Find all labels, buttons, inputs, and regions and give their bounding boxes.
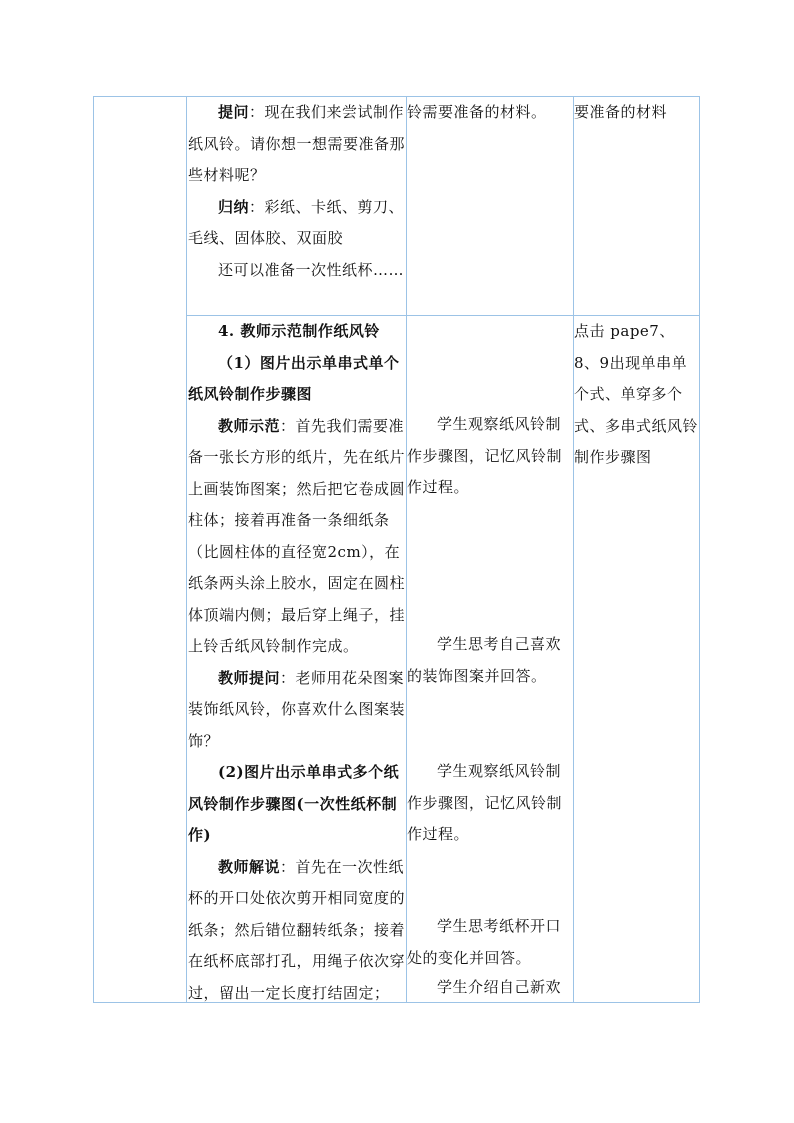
summary-text: ：彩纸、卡纸、剪刀、毛线、固体胶、双面胶 bbox=[188, 197, 405, 247]
student-activity-1: 学生观察纸风铃制作步骤图，记忆风铃制作过程。 bbox=[407, 415, 563, 496]
row1-note-cell bbox=[574, 97, 700, 129]
student-activity-4: 学生思考纸杯开口处的变化并回答。 bbox=[407, 917, 562, 967]
demo-text: ：首先我们需要准备一张长方形的纸片，先在纸片上画装饰图案；然后把它卷成圆柱体；接着再准备一条细纸条（比圆柱体的直径宽2cm），在纸条两头涂上胶水，固定在圆柱体顶端内侧；最后穿上绳子，挂上铃舌纸风铃制作完成。 bbox=[188, 416, 406, 655]
student-activity-3: 学生观察纸风铃制作步骤图，记忆风铃制作过程。 bbox=[407, 762, 563, 843]
student-activity-5: 学生介绍自己新欢 bbox=[437, 978, 562, 996]
subheading-2: (2)图片出示单串式多个纸风铃制作步骤图(一次性纸杯制作) bbox=[188, 763, 400, 844]
column-divider bbox=[186, 97, 187, 1002]
row1-teacher-cell bbox=[188, 97, 406, 286]
demo-paragraph bbox=[188, 411, 406, 663]
column-divider bbox=[573, 97, 574, 1002]
question-text: ：现在我们来尝试制作纸风铃。请你想一想需要准备那些材料呢？ bbox=[188, 103, 406, 184]
row2-note-cell bbox=[574, 316, 700, 474]
ask-text: ：老师用花朵图案装饰纸风铃，你喜欢什么图案装饰？ bbox=[188, 668, 406, 750]
row1-note-text: 要准备的材料 bbox=[574, 103, 668, 121]
student-activity-2: 学生思考自己喜欢的装饰图案并回答。 bbox=[407, 635, 562, 685]
row2-note-text: 点击 pape7、8、9出现单串单个式、单穿多个式、多串式纸风铃制作步骤图 bbox=[574, 322, 699, 466]
explain-paragraph bbox=[188, 852, 406, 1010]
question-paragraph bbox=[188, 97, 406, 192]
explain-text: ：首先在一次性纸杯的开口处依次剪开相同宽度的纸条；然后错位翻转纸条；接着在纸杯底部打孔，用绳子依次穿过，留出一定长度打结固定； bbox=[188, 857, 406, 1002]
row2-teacher-cell bbox=[188, 316, 406, 1009]
question-label: 提问 bbox=[218, 103, 250, 121]
summary-paragraph bbox=[188, 192, 406, 255]
ask-paragraph bbox=[188, 663, 406, 758]
explain-label: 教师解说 bbox=[218, 857, 281, 876]
row1-student-text: 铃需要准备的材料。 bbox=[407, 103, 547, 121]
subheading-1: （1）图片出示单串式单个纸风铃制作步骤图 bbox=[188, 353, 400, 403]
demo-label: 教师示范 bbox=[218, 416, 281, 435]
ask-label: 教师提问 bbox=[218, 668, 281, 687]
column-divider bbox=[406, 97, 407, 1002]
section-heading: 4. 教师示范制作纸风铃 bbox=[218, 322, 380, 340]
lesson-table bbox=[93, 96, 700, 1003]
summary-label: 归纳 bbox=[218, 197, 250, 216]
extra-paragraph: 还可以准备一次性纸杯…… bbox=[218, 260, 405, 279]
row1-student-cell bbox=[407, 97, 573, 129]
